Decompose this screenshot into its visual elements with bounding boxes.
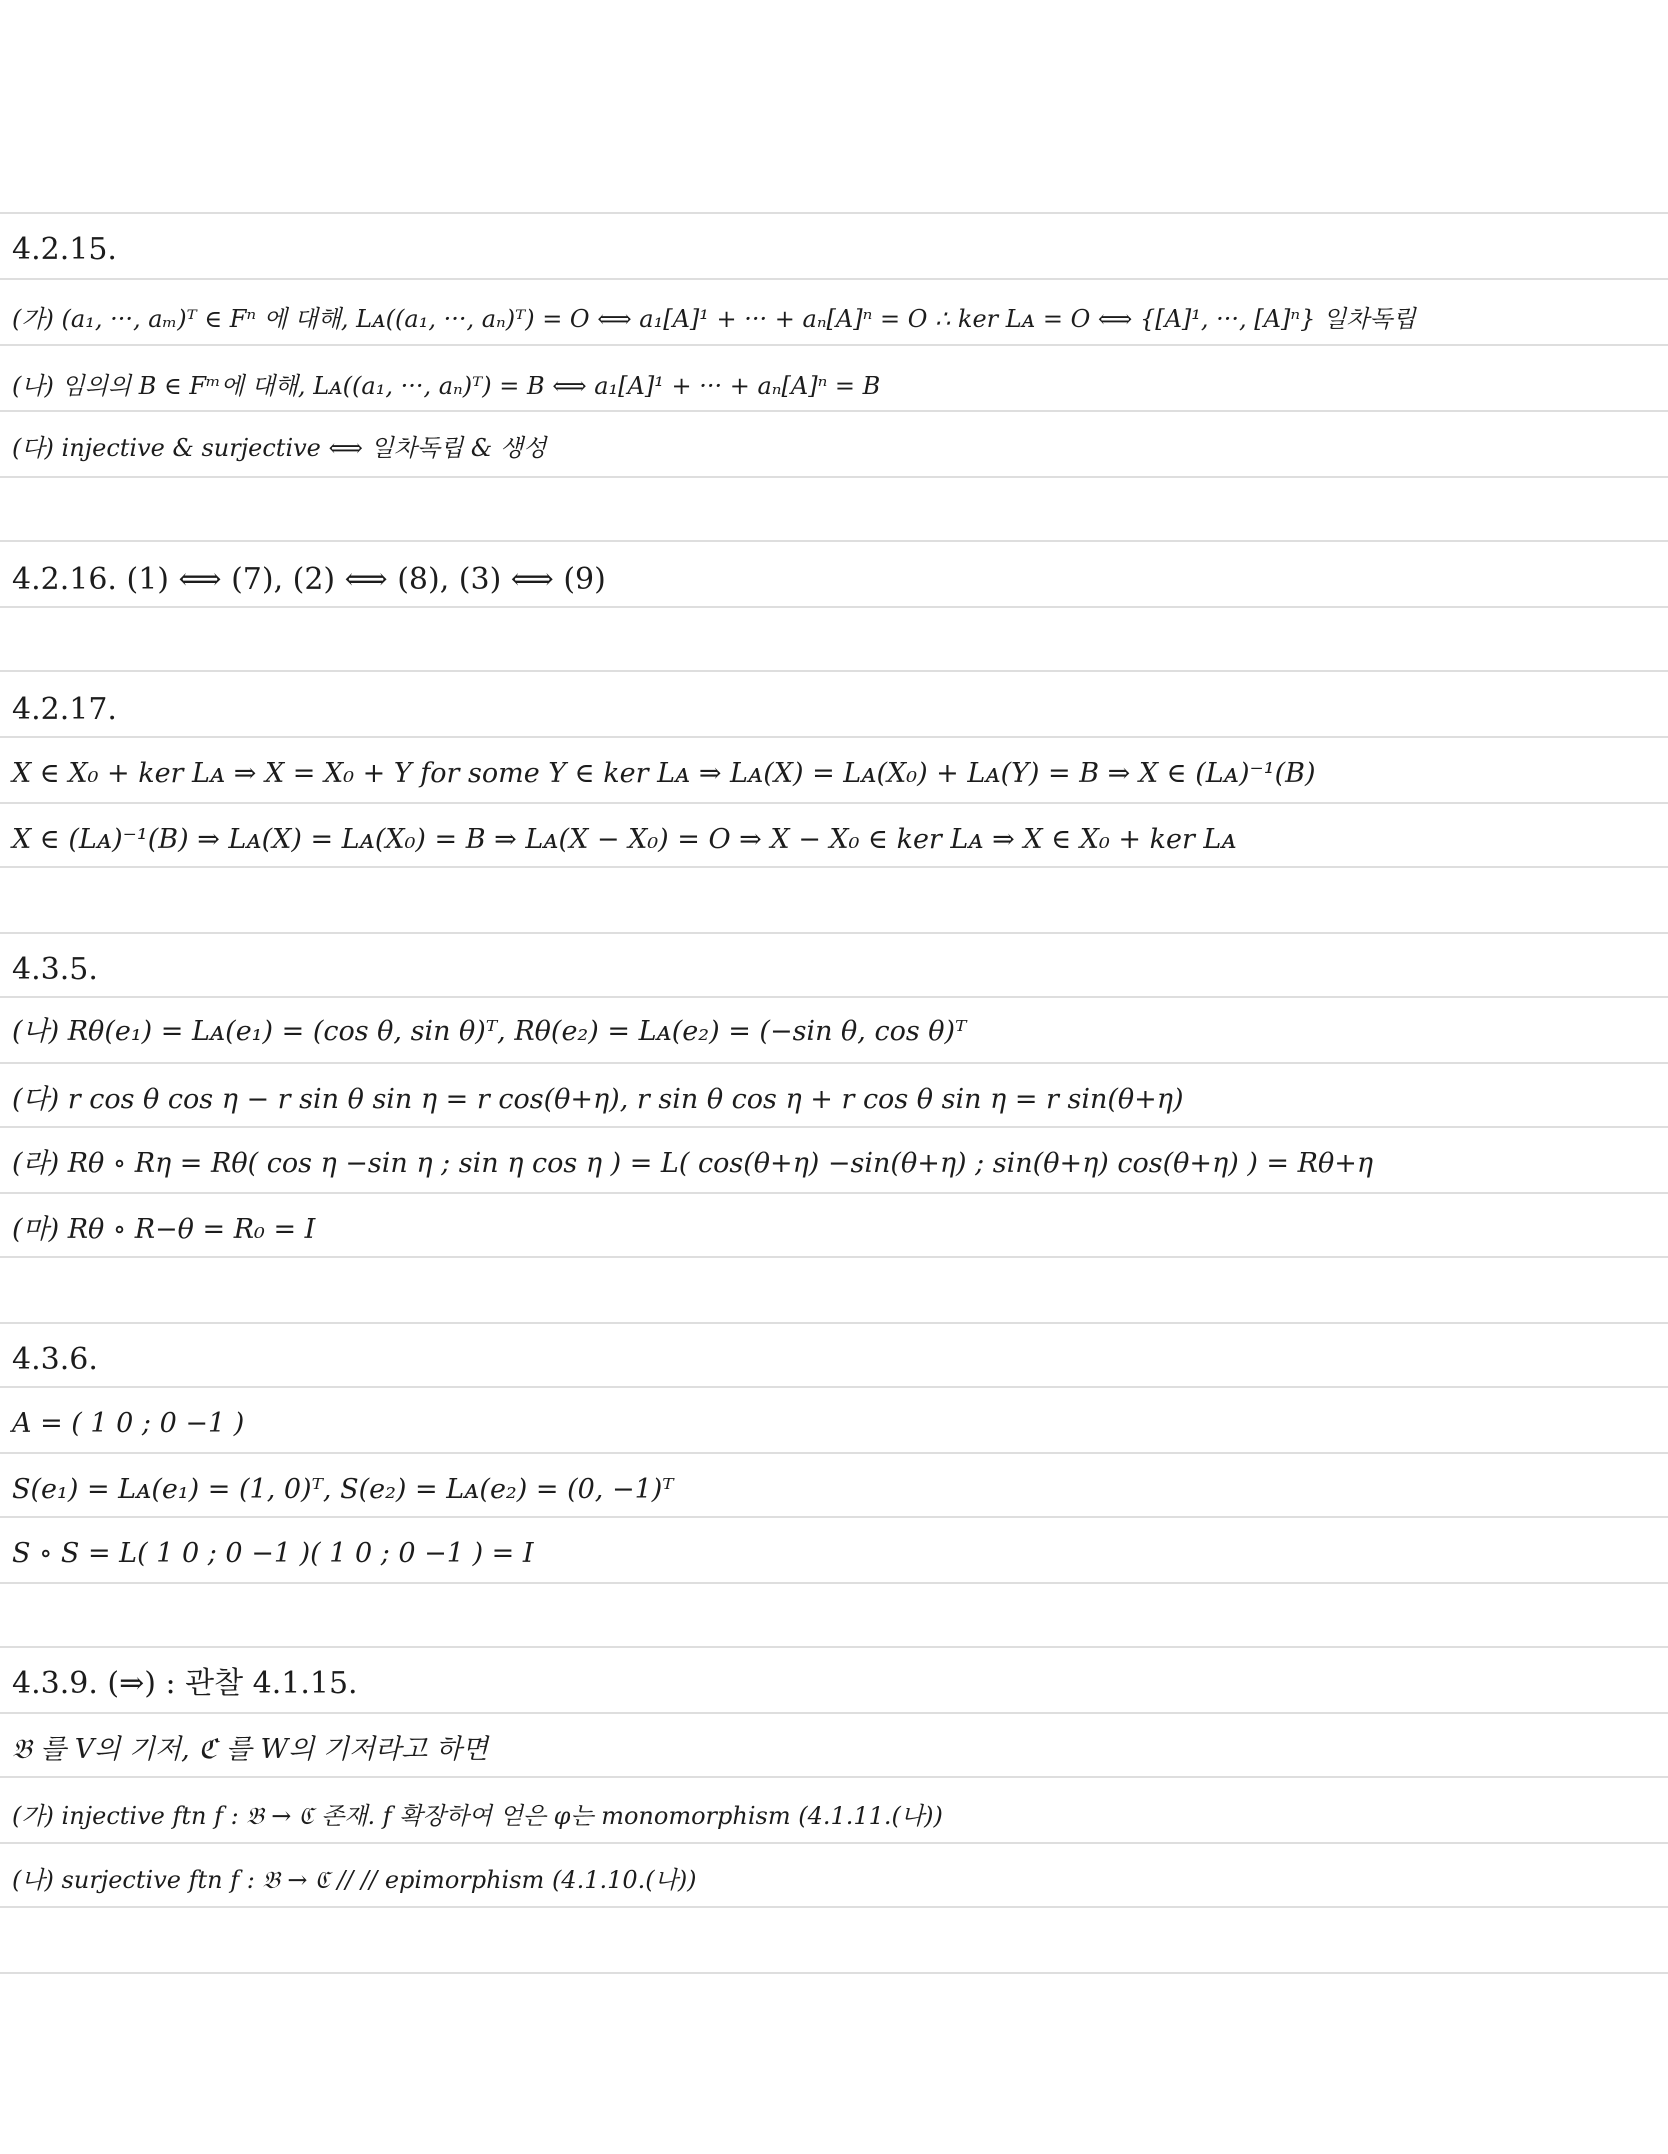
- note-line: 𝔅 를 V의 기저, ℭ 를 W의 기저라고 하면: [12, 1734, 488, 1765]
- note-line: (나) Rθ(e₁) = Lᴀ(e₁) = (cos θ, sin θ)ᵀ, Rθ(e₂) = Lᴀ(e₂) = (−sin θ, cos θ)ᵀ: [12, 1016, 967, 1047]
- ruled-line: [0, 1256, 1668, 1258]
- problem-heading: 4.2.17.: [12, 692, 117, 727]
- ruled-line: [0, 1842, 1668, 1844]
- ruled-line: [0, 1646, 1668, 1648]
- ruled-line: [0, 1322, 1668, 1324]
- ruled-line: [0, 1776, 1668, 1778]
- ruled-line: [0, 1192, 1668, 1194]
- note-line: (마) Rθ ∘ R−θ = R₀ = I: [12, 1214, 316, 1245]
- ruled-line: [0, 802, 1668, 804]
- problem-heading: 4.2.15.: [12, 232, 117, 267]
- ruled-line: [0, 1972, 1668, 1974]
- ruled-line: [0, 866, 1668, 868]
- note-line: (가) (a₁, ···, aₘ)ᵀ ∈ Fⁿ 에 대해, Lᴀ((a₁, ···, aₙ)ᵀ) = O ⟺ a₁[A]¹ + ··· + aₙ[A]ⁿ = O ∴ ker Lᴀ = O ⟺ {[A]¹, ···, [A]ⁿ} 일차독립: [12, 305, 1416, 333]
- note-line: X ∈ X₀ + ker Lᴀ ⇒ X = X₀ + Y for some Y ∈ ker Lᴀ ⇒ Lᴀ(X) = Lᴀ(X₀) + Lᴀ(Y) = B ⇒ X ∈ (Lᴀ)⁻¹(B): [12, 758, 1316, 789]
- note-line: (나) 임의의 B ∈ Fᵐ에 대해, Lᴀ((a₁, ···, aₙ)ᵀ) = B ⟺ a₁[A]¹ + ··· + aₙ[A]ⁿ = B: [12, 372, 881, 400]
- ruled-line: [0, 1712, 1668, 1714]
- ruled-line: [0, 1516, 1668, 1518]
- ruled-line: [0, 476, 1668, 478]
- note-line: X ∈ (Lᴀ)⁻¹(B) ⇒ Lᴀ(X) = Lᴀ(X₀) = B ⇒ Lᴀ(X − X₀) = O ⇒ X − X₀ ∈ ker Lᴀ ⇒ X ∈ X₀ + ker Lᴀ: [12, 824, 1237, 855]
- ruled-line: [0, 670, 1668, 672]
- note-line: (라) Rθ ∘ Rη = Rθ( cos η −sin η ; sin η cos η ) = L( cos(θ+η) −sin(θ+η) ; sin(θ+η) cos(θ+η) ) = Rθ+η: [12, 1148, 1374, 1179]
- note-line: (다) injective & surjective ⟺ 일차독립 & 생성: [12, 434, 547, 462]
- note-line: (가) injective ftn f : 𝔅 → ℭ 존재. f 확장하여 얻은 φ는 monomorphism (4.1.11.(나)): [12, 1802, 943, 1830]
- ruled-line: [0, 1386, 1668, 1388]
- ruled-line: [0, 606, 1668, 608]
- note-line: S ∘ S = L( 1 0 ; 0 −1 )( 1 0 ; 0 −1 ) = I: [12, 1538, 534, 1569]
- ruled-line: [0, 540, 1668, 542]
- ruled-line: [0, 212, 1668, 214]
- note-line: (다) r cos θ cos η − r sin θ sin η = r cos(θ+η), r sin θ cos η + r cos θ sin η = r sin(θ+η): [12, 1084, 1184, 1115]
- problem-heading: 4.3.5.: [12, 952, 98, 987]
- ruled-line: [0, 1906, 1668, 1908]
- ruled-line: [0, 410, 1668, 412]
- problem-heading: 4.2.16. (1) ⟺ (7), (2) ⟺ (8), (3) ⟺ (9): [12, 562, 606, 597]
- ruled-line: [0, 1062, 1668, 1064]
- problem-heading: 4.3.6.: [12, 1342, 98, 1377]
- note-line: (나) surjective ftn f : 𝔅 → ℭ // // epimorphism (4.1.10.(나)): [12, 1866, 697, 1894]
- note-line: A = ( 1 0 ; 0 −1 ): [12, 1408, 245, 1439]
- ruled-line: [0, 344, 1668, 346]
- ruled-line: [0, 278, 1668, 280]
- ruled-line: [0, 1452, 1668, 1454]
- problem-heading: 4.3.9. (⇒) : 관찰 4.1.15.: [12, 1666, 358, 1701]
- ruled-line: [0, 1582, 1668, 1584]
- ruled-line: [0, 932, 1668, 934]
- note-line: S(e₁) = Lᴀ(e₁) = (1, 0)ᵀ, S(e₂) = Lᴀ(e₂) = (0, −1)ᵀ: [12, 1474, 674, 1505]
- ruled-line: [0, 1126, 1668, 1128]
- ruled-line: [0, 736, 1668, 738]
- ruled-line: [0, 996, 1668, 998]
